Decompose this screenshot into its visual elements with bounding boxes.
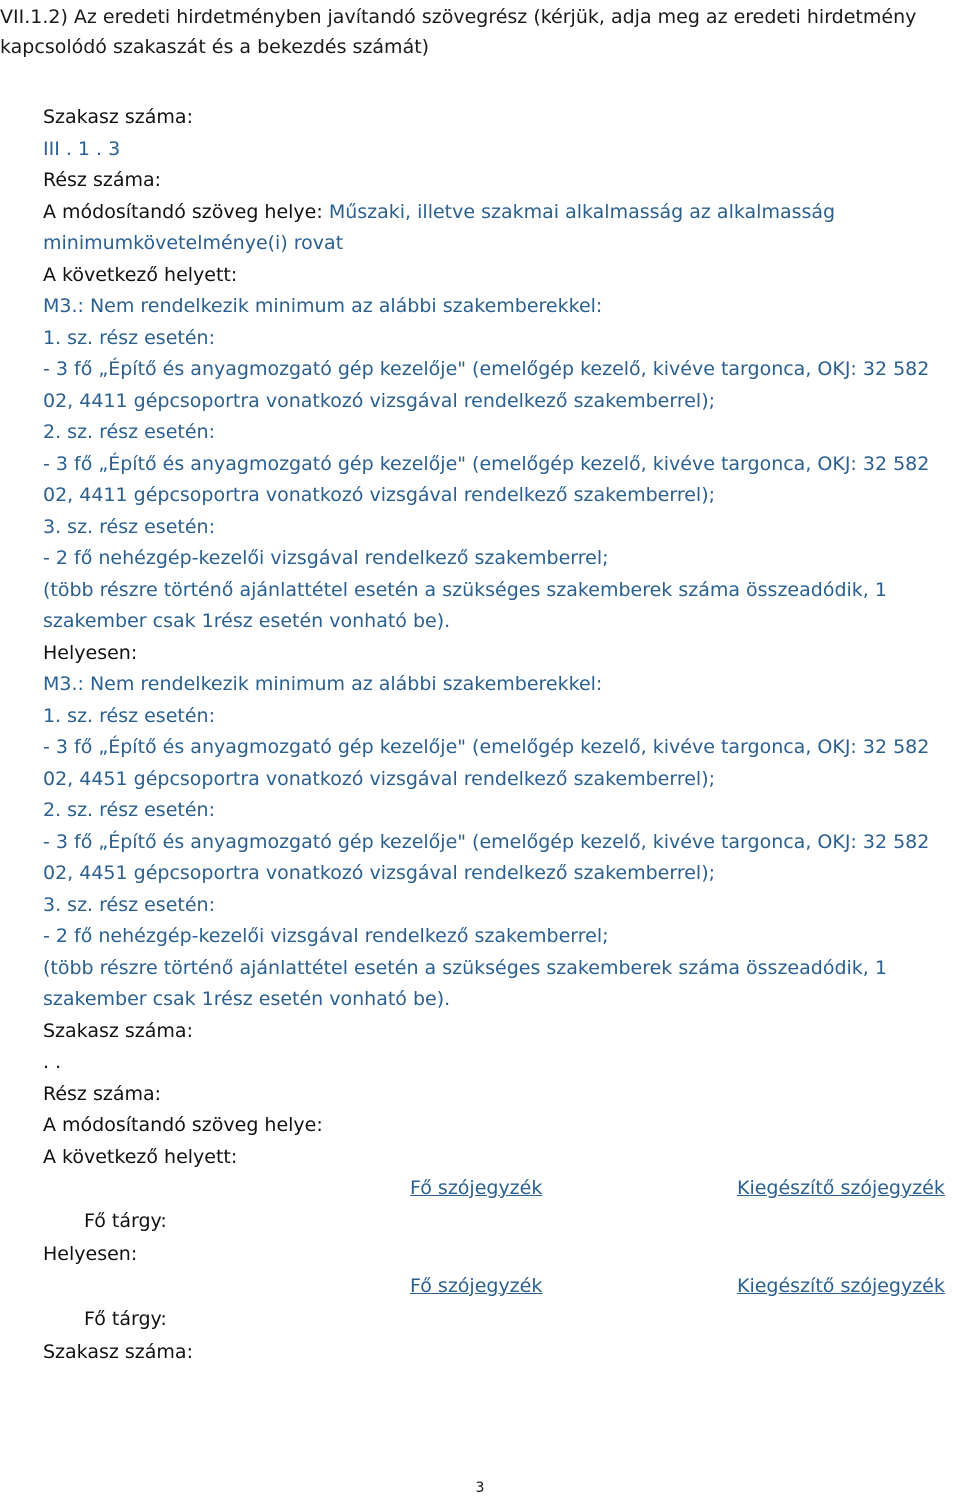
section-number-value-2: . . [43, 1051, 62, 1073]
header-line-2: kapcsolódó szakaszát és a bekezdés számát) [0, 36, 430, 58]
instead-text-block [43, 291, 958, 638]
instead-line: szakember csak 1rész esetén vonható be). [43, 610, 451, 632]
correct-line: szakember csak 1rész esetén vonható be). [43, 988, 451, 1010]
supplementary-vocabulary-link-2[interactable]: Kiegészítő szójegyzék [737, 1274, 945, 1297]
instead-line: 3. sz. rész esetén: [43, 515, 215, 538]
correct-line: 02, 4451 gépcsoportra vonatkozó vizsgával rendelkező szakemberrel); [43, 862, 716, 884]
text-place-value-continued: minimumkövetelménye(i) rovat [43, 232, 344, 254]
instead-label: A következő helyett: [43, 263, 238, 286]
instead-line: 1. sz. rész esetén: [43, 326, 215, 349]
section-header [0, 2, 950, 62]
main-vocabulary-link[interactable]: Fő szójegyzék [410, 1177, 543, 1199]
instead-line: 2. sz. rész esetén: [43, 421, 215, 443]
vocabulary-row-correct [43, 1271, 958, 1337]
correction-content [43, 102, 958, 1368]
text-place-label: A módosítandó szöveg helye: [43, 200, 323, 223]
instead-line: (több részre történő ajánlattétel esetén a szükséges szakemberek száma összeadódik, 1 [43, 578, 887, 601]
header-line-1: VII.1.2) Az eredeti hirdetményben javítandó szövegrész (kérjük, adja meg az eredeti hirdetmény [0, 6, 917, 28]
section-number-label-2: Szakasz száma: [43, 1019, 193, 1042]
correct-line: 3. sz. rész esetén: [43, 893, 215, 916]
instead-label-2: A következő helyett: [43, 1145, 238, 1168]
part-number-label-2: Rész száma: [43, 1082, 162, 1105]
section-number-label: Szakasz száma: [43, 106, 193, 128]
correct-line: 2. sz. rész esetén: [43, 799, 215, 821]
part-number-label: Rész száma: [43, 169, 162, 191]
correct-line: - 3 fő „Építő és anyagmozgató gép kezelője" (emelőgép kezelő, kivéve targonca, OKJ: 32 582 [43, 736, 930, 758]
instead-line: - 2 fő nehézgép-kezelői vizsgával rendelkező szakemberrel; [43, 547, 609, 569]
correct-line: - 3 fő „Építő és anyagmozgató gép kezelője" (emelőgép kezelő, kivéve targonca, OKJ: 32 582 [43, 830, 930, 853]
text-place-value: Műszaki, illetve szakmai alkalmasság az alkalmasság [328, 200, 836, 223]
instead-line: 02, 4411 gépcsoportra vonatkozó vizsgával rendelkező szakemberrel); [43, 484, 716, 506]
main-subject-label-2: Fő tárgy: [84, 1307, 167, 1330]
section-number-label-3: Szakasz száma: [43, 1340, 193, 1363]
supplementary-vocabulary-link[interactable]: Kiegészítő szójegyzék [737, 1177, 945, 1199]
instead-line: M3.: Nem rendelkezik minimum az alábbi szakemberekkel: [43, 295, 603, 317]
correct-line: (több részre történő ajánlattétel esetén a szükséges szakemberek száma összeadódik, 1 [43, 956, 887, 979]
correct-line: 1. sz. rész esetén: [43, 704, 215, 727]
correct-line: M3.: Nem rendelkezik minimum az alábbi szakemberekkel: [43, 673, 603, 695]
main-subject-label: Fő tárgy: [84, 1210, 167, 1232]
main-vocabulary-link-2[interactable]: Fő szójegyzék [410, 1274, 543, 1297]
instead-line: 02, 4411 gépcsoportra vonatkozó vizsgával rendelkező szakemberrel); [43, 389, 716, 412]
correct-line: 02, 4451 gépcsoportra vonatkozó vizsgával rendelkező szakemberrel); [43, 767, 716, 790]
page-number: 3 [475, 1480, 485, 1496]
text-place-label-2: A módosítandó szöveg helye: [43, 1114, 323, 1136]
vocabulary-row-instead [43, 1173, 958, 1239]
correct-text-block [43, 669, 958, 1016]
correct-label: Helyesen: [43, 641, 138, 664]
instead-line: - 3 fő „Építő és anyagmozgató gép kezelője" (emelőgép kezelő, kivéve targonca, OKJ: 32 582 [43, 452, 930, 475]
text-place-row [43, 197, 958, 229]
correct-line: - 2 fő nehézgép-kezelői vizsgával rendelkező szakemberrel; [43, 925, 609, 947]
section-number-value: III . 1 . 3 [43, 137, 121, 160]
instead-line: - 3 fő „Építő és anyagmozgató gép kezelője" (emelőgép kezelő, kivéve targonca, OKJ: 32 582 [43, 358, 930, 380]
correct-label-2: Helyesen: [43, 1243, 138, 1265]
